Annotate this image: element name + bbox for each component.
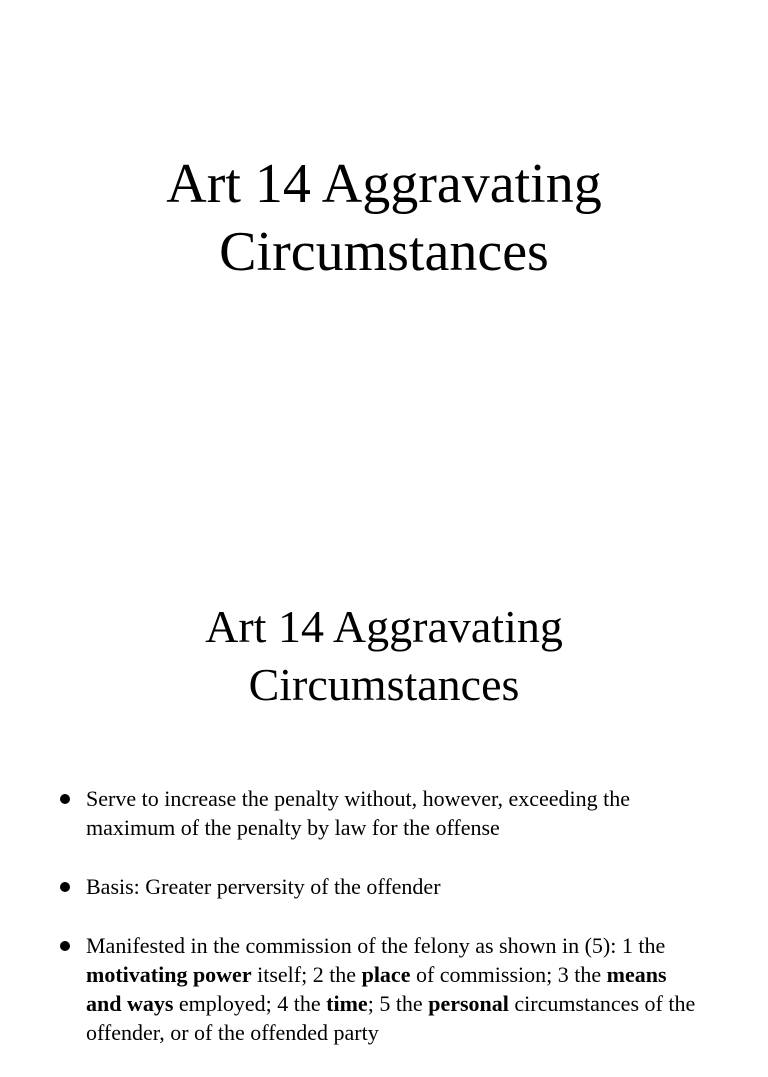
bullet-text-segment: itself; 2 the (251, 962, 362, 987)
bullet-emphasis-place: place (361, 962, 411, 987)
bullet-text-segment: Manifested in the commission of the felony as shown in (5): 1 the (86, 933, 666, 958)
slide-1-title (0, 150, 768, 286)
bullet-emphasis-means-and-ways: means and ways (86, 962, 667, 1016)
bullet-text-segment: circumstances of the offender, or of the offended party (86, 991, 696, 1045)
slide-2-title-line-2: Circumstances (248, 659, 520, 710)
bullet-item-basis (60, 872, 700, 901)
slide-1-title-line-2: Circumstances (219, 221, 549, 283)
bullet-item-penalty (60, 784, 700, 842)
bullet-emphasis-time: time (326, 991, 368, 1016)
bullet-text-segment: of commission; 3 the (410, 962, 607, 987)
bullet-dot-icon (60, 882, 70, 892)
bullet-emphasis-personal: personal (428, 991, 509, 1016)
bullet-list (60, 784, 700, 1077)
slide-2-title (0, 598, 768, 714)
bullet-item-manifested (60, 931, 700, 1047)
bullet-text-segment: employed; 4 the (173, 991, 327, 1016)
bullet-emphasis-motivating-power: motivating power (86, 962, 252, 987)
bullet-text: Basis: Greater perversity of the offender (86, 874, 441, 899)
slide-2-title-line-1: Art 14 Aggravating (205, 601, 563, 652)
bullet-dot-icon (60, 794, 70, 804)
bullet-text-segment: ; 5 the (367, 991, 429, 1016)
slide-1-title-line-1: Art 14 Aggravating (166, 153, 602, 215)
bullet-dot-icon (60, 941, 70, 951)
bullet-text: Serve to increase the penalty without, however, exceeding the maximum of the penalty by law for the offense (86, 786, 631, 840)
